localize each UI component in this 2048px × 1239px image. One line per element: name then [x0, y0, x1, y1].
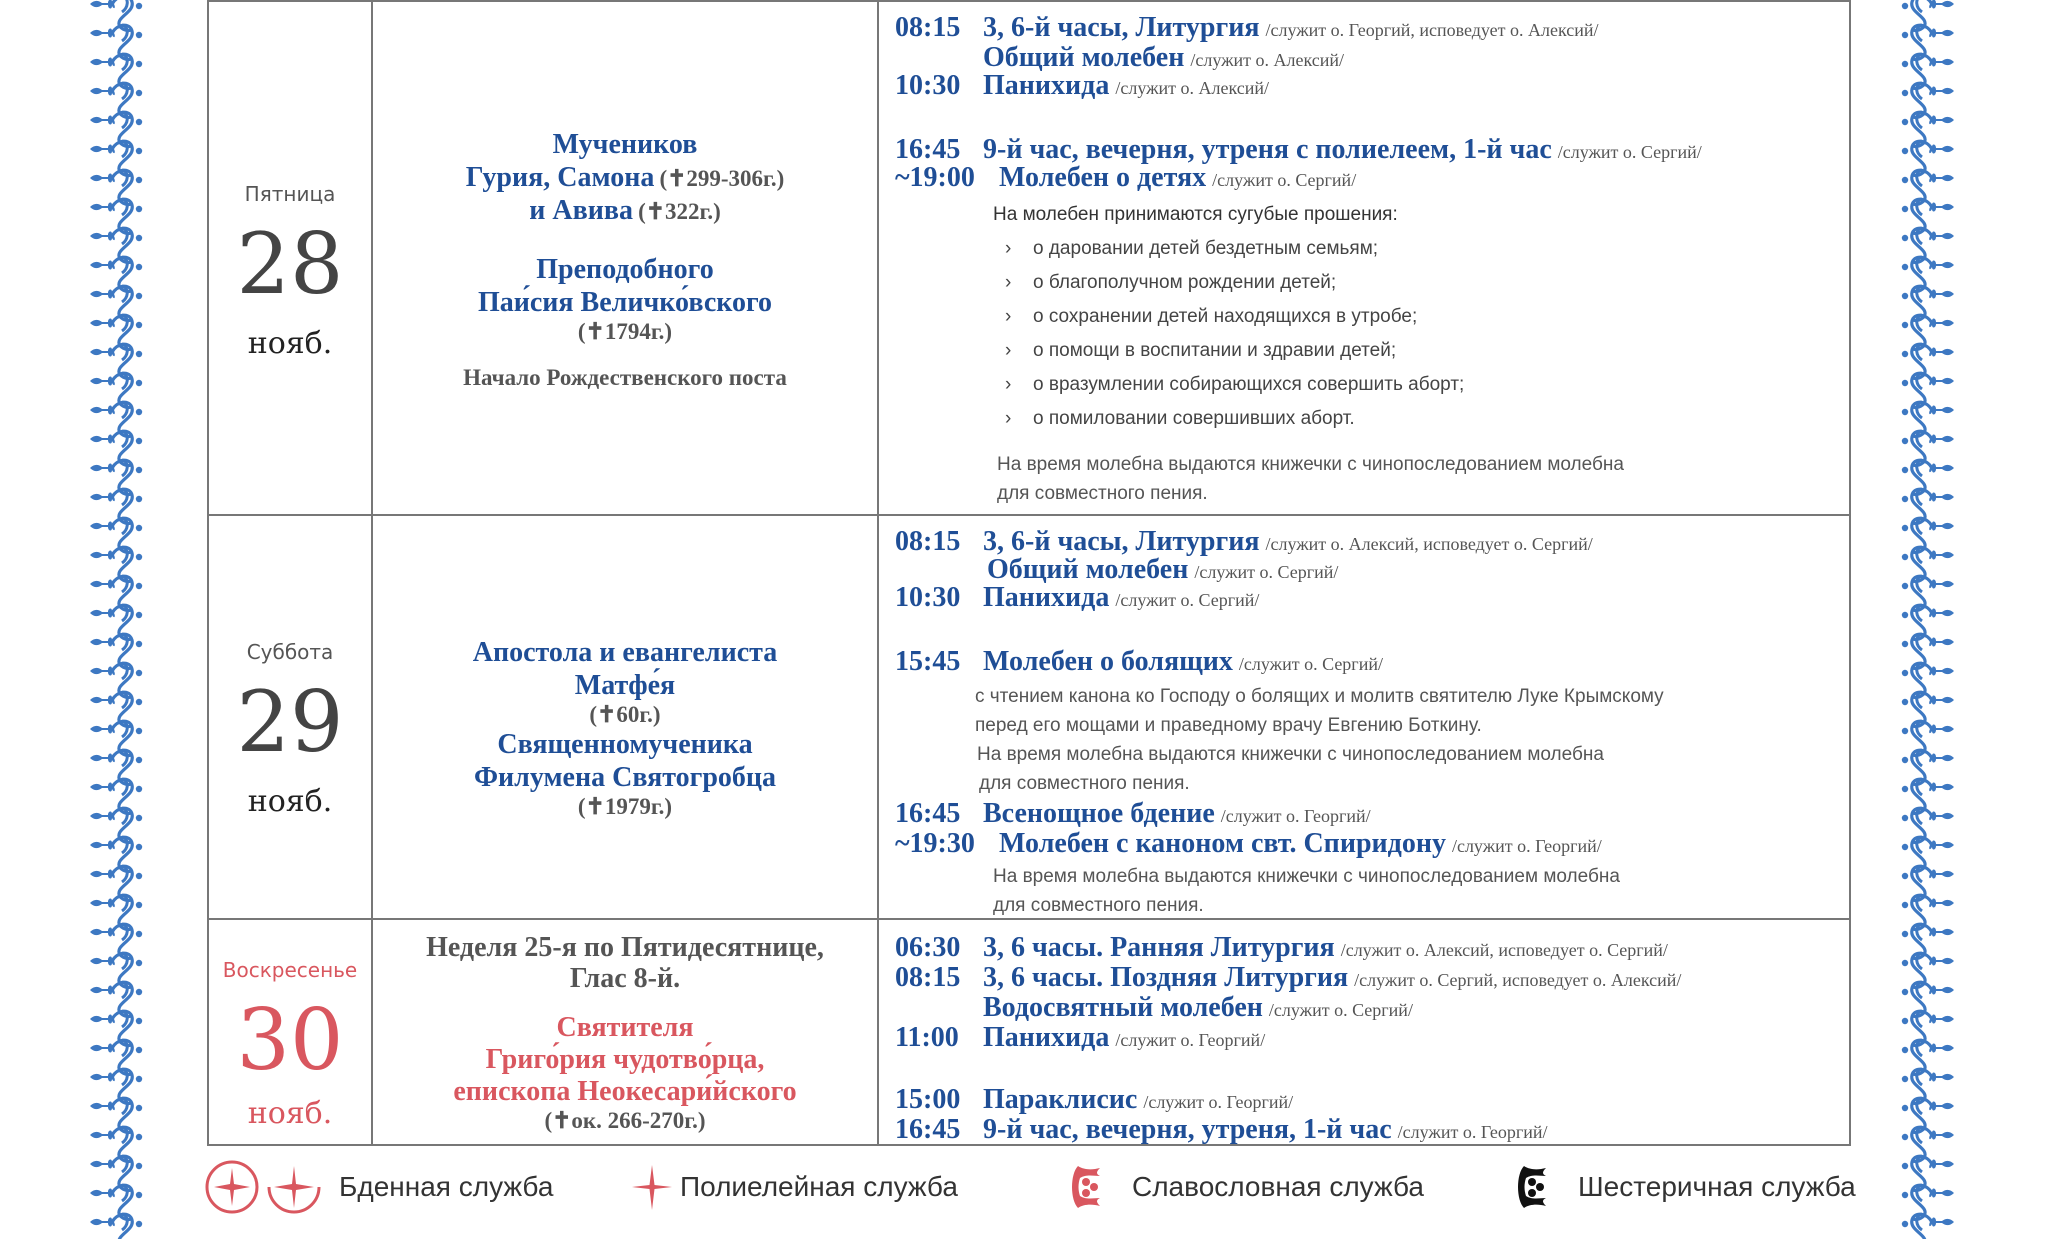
sunday-title: Неделя 25-я по Пятидесятнице, [426, 932, 824, 963]
saint-line: Матфе́я [574, 670, 676, 701]
service-time: ~19:30 [895, 828, 975, 859]
service-priest: /служит о. Георгий/ [1451, 836, 1602, 856]
legend-vigil [205, 1162, 553, 1212]
ornament-knot [90, 924, 142, 958]
ornament-knot [1902, 1156, 1954, 1190]
ornament-knot [1902, 779, 1954, 813]
ornament-knot [1902, 750, 1954, 784]
ornament-knot [1902, 315, 1954, 349]
saint-line: Гурия, Самона [465, 162, 655, 193]
ornament-knot [90, 373, 142, 407]
service-time: ~19:00 [895, 162, 975, 193]
service-name: 9-й час, вечерня, утреня, 1-й час [983, 1114, 1392, 1145]
ornament-knot [90, 808, 142, 842]
services-cell [879, 2, 1849, 514]
day-row-saturday [209, 514, 1849, 918]
service-priest: /служит о. Сергий/ [1238, 654, 1383, 674]
weekday: Воскресенье [222, 958, 358, 982]
petition-item: › о помощи в воспитании и здравии детей; [1005, 340, 1397, 361]
ornament-knot [1902, 547, 1954, 581]
ornament-knot [90, 83, 142, 117]
legend-label: Бденная служба [339, 1171, 554, 1202]
saint-year: (✝ок. 266-270г.) [544, 1108, 706, 1133]
saint-line: епископа Неокесари́йского [453, 1076, 797, 1107]
service-entry [895, 1084, 1293, 1116]
ornament-knot [90, 692, 142, 726]
saint-line: Священномученика [497, 729, 753, 760]
saint-line: Мучеников [552, 129, 698, 160]
booklet-note: На время молебна выдаются книжечки с чинопоследованием молебна [977, 744, 1604, 765]
ornament-knot [90, 837, 142, 871]
booklet-note: для совместного пения. [979, 773, 1190, 794]
services-cell [879, 516, 1849, 918]
petition-item: › о благополучном рождении детей; [1005, 272, 1337, 293]
service-entry [895, 828, 1602, 860]
ornament-knot [1902, 460, 1954, 494]
saints-cell [373, 920, 879, 1146]
ornament-knot [1902, 199, 1954, 233]
ornament-knot [90, 112, 142, 146]
day-number: 30 [236, 991, 344, 1089]
petition-item: › о даровании детей бездетным семьям; [1005, 238, 1379, 259]
ornament-knot [90, 25, 142, 59]
weekday: Пятница [244, 182, 336, 206]
ornament-knot [90, 0, 142, 30]
booklet-note: для совместного пения. [997, 483, 1208, 504]
service-entry [895, 962, 1681, 994]
ornament-knot [1902, 518, 1954, 552]
service-entry [895, 992, 1413, 1024]
legend-polyeleos [630, 1162, 958, 1212]
service-name: Молебен с каноном свт. Спиридону [999, 828, 1446, 859]
ornament-knot [1902, 141, 1954, 175]
ornament-knot [1902, 1069, 1954, 1103]
sick-prayer-note: перед его мощами и праведному врачу Евгению Боткину. [975, 715, 1482, 736]
ornament-knot [90, 1069, 142, 1103]
service-entry [895, 1022, 1265, 1054]
service-priest: /служит о. Алексий, исповедует о. Сергий/ [1265, 534, 1593, 554]
ornament-knot [1902, 286, 1954, 320]
ornament-knot [1902, 953, 1954, 987]
ornament-knot [1902, 982, 1954, 1016]
service-priest: /служит о. Алексий/ [1115, 78, 1270, 98]
ornament-knot [90, 750, 142, 784]
date-cell [209, 2, 373, 514]
ornament-knot [90, 721, 142, 755]
ornament-knot [90, 866, 142, 900]
ornament-knot [1902, 1098, 1954, 1132]
ornament-knot [90, 1185, 142, 1219]
ornament-knot [90, 953, 142, 987]
day-row-friday [209, 2, 1849, 514]
service-priest: /служит о. Сергий/ [1115, 590, 1260, 610]
ornament-knot [1902, 808, 1954, 842]
service-entry [895, 1114, 1548, 1146]
ornament-knot [90, 489, 142, 523]
date-cell [209, 516, 373, 918]
service-name: Общий молебен [983, 42, 1185, 73]
ornament-knot [90, 1156, 142, 1190]
ornament-knot [1902, 0, 1954, 30]
ornament-knot [90, 170, 142, 204]
weekday: Суббота [246, 640, 334, 664]
booklet-note: для совместного пения. [993, 895, 1204, 916]
ornament-knot [1902, 1127, 1954, 1161]
ornament-knot [1902, 257, 1954, 291]
service-time: 08:15 [895, 526, 961, 557]
service-name: Панихида [983, 1022, 1110, 1053]
service-priest: /служит о. Алексий, исповедует о. Сергий/ [1340, 940, 1668, 960]
saint-line: Филумена Святогробца [473, 762, 777, 793]
saint-year: (✝60г.) [589, 702, 661, 727]
petition-item: › о сохранении детей находящихся в утробе; [1005, 306, 1418, 327]
saints-cell [373, 2, 879, 514]
ornament-knot [90, 460, 142, 494]
ornament-knot [90, 1040, 142, 1074]
ornament-knot [1902, 924, 1954, 958]
service-name: 3, 6 часы. Ранняя Литургия [983, 932, 1335, 963]
ornament-knot [1902, 1214, 1954, 1239]
booklet-note: На время молебна выдаются книжечки с чинопоследованием молебна [993, 866, 1620, 887]
service-entry [895, 70, 1269, 102]
legend-six-stichera [1512, 1162, 1856, 1212]
service-name: 3, 6-й часы, Литургия [983, 526, 1260, 557]
saint-line: Апостола и евангелиста [472, 637, 778, 668]
petition-item: › о вразумлении собирающихся совершить аборт; [1005, 374, 1465, 395]
ornament-knot [90, 1098, 142, 1132]
ornament-knot [90, 199, 142, 233]
service-name: Всенощное бдение [983, 798, 1215, 829]
service-entry [895, 162, 1356, 194]
ornament-knot [1902, 663, 1954, 697]
fast-note: Начало Рождественского поста [463, 365, 787, 390]
date-cell [209, 920, 373, 1146]
service-priest: /служит о. Сергий/ [1194, 562, 1339, 582]
service-time: 10:30 [895, 70, 961, 101]
service-time: 15:45 [895, 646, 961, 677]
day-number: 28 [236, 215, 344, 313]
ornament-knot [1902, 866, 1954, 900]
ornament-knot [1902, 634, 1954, 668]
saint-line: Святителя [556, 1012, 694, 1043]
service-priest: /служит о. Георгий/ [1115, 1030, 1266, 1050]
service-time: 15:00 [895, 1084, 961, 1115]
ornament-knot [1902, 489, 1954, 523]
six-stichera-icon [1512, 1160, 1556, 1214]
service-priest: /служит о. Сергий, исповедует о. Алексий/ [1354, 970, 1682, 990]
ornament-knot [1902, 373, 1954, 407]
day-row-sunday [209, 918, 1849, 1146]
ornament-knot [1902, 721, 1954, 755]
service-entry [895, 12, 1599, 44]
service-priest: /служит о. Сергий/ [1212, 170, 1357, 190]
legend-label: Славословная служба [1132, 1171, 1425, 1202]
vigil-icon [205, 1160, 325, 1214]
ornament-knot [1902, 228, 1954, 262]
service-name: 3, 6 часы. Поздняя Литургия [983, 962, 1349, 993]
ornament-knot [1902, 576, 1954, 610]
service-entry [895, 798, 1371, 830]
ornament-knot [90, 547, 142, 581]
service-priest: /служит о. Георгий/ [1397, 1122, 1548, 1142]
ornament-knot [90, 141, 142, 175]
ornament-knot [90, 518, 142, 552]
service-time: 08:15 [895, 962, 961, 993]
service-time: 11:00 [895, 1022, 959, 1053]
service-priest: /служит о. Георгий, исповедует о. Алексий/ [1265, 20, 1599, 40]
ornament-knot [1902, 1185, 1954, 1219]
ornament-knot [90, 634, 142, 668]
ornament-knot [1902, 25, 1954, 59]
ornament-knot [90, 663, 142, 697]
ornament-knot [90, 895, 142, 929]
service-priest: /служит о. Георгий/ [1143, 1092, 1294, 1112]
service-name: Параклисис [983, 1084, 1138, 1115]
saint-year: (✝322г.) [638, 199, 721, 224]
saints-cell [373, 516, 879, 918]
month: нояб. [247, 1096, 333, 1131]
service-priest: /служит о. Сергий/ [1557, 142, 1702, 162]
ornament-knot [90, 286, 142, 320]
services-cell [879, 920, 1849, 1146]
ornament-knot [1902, 431, 1954, 465]
ornament-knot [90, 779, 142, 813]
service-time: 16:45 [895, 134, 961, 165]
ornament-knot [1902, 83, 1954, 117]
ornament-knot [90, 257, 142, 291]
service-name: Молебен о детях [999, 162, 1207, 193]
service-priest: /служит о. Сергий/ [1268, 1000, 1413, 1020]
service-time: 16:45 [895, 798, 961, 829]
service-priest: /служит о. Алексий/ [1190, 50, 1345, 70]
ornament-knot [90, 1011, 142, 1045]
petition-item: › о помиловании совершивших аборт. [1005, 408, 1355, 429]
ornament-knot [1902, 1040, 1954, 1074]
saint-line: Преподобного [536, 254, 714, 285]
service-priest: /служит о. Георгий/ [1220, 806, 1371, 826]
service-name: Панихида [983, 70, 1110, 101]
ornament-knot [1902, 54, 1954, 88]
day-number: 29 [236, 673, 344, 771]
ornament-knot [1902, 1011, 1954, 1045]
ornament-knot [1902, 692, 1954, 726]
ornament-knot [90, 315, 142, 349]
ornament-knot [90, 344, 142, 378]
service-name: 3, 6-й часы, Литургия [983, 12, 1260, 43]
month: нояб. [247, 784, 333, 819]
ornament-knot [90, 431, 142, 465]
tone: Глас 8-й. [569, 963, 681, 994]
saint-year: (✝1979г.) [577, 794, 673, 819]
saint-line: Григо́рия чудотво́рца, [485, 1044, 765, 1075]
sick-prayer-note: с чтением канона ко Господу о болящих и молитв святителю Луке Крымскому [975, 686, 1664, 707]
booklet-note: На время молебна выдаются книжечки с чинопоследованием молебна [997, 454, 1624, 475]
ornament-knot [1902, 605, 1954, 639]
ornament-knot [1902, 402, 1954, 436]
ornament-knot [1902, 112, 1954, 146]
ornament-knot [90, 576, 142, 610]
legend-label: Полиелейная служба [680, 1171, 958, 1202]
service-entry [895, 582, 1259, 614]
service-name: 9-й час, вечерня, утреня с полиелеем, 1-й час [983, 134, 1552, 165]
legend-doxology [1066, 1162, 1424, 1212]
ornament-knot [90, 228, 142, 262]
ornament-knot [90, 605, 142, 639]
service-time: 16:45 [895, 1114, 961, 1145]
saint-year: (✝1794г.) [577, 319, 673, 344]
doxology-icon [1066, 1160, 1110, 1214]
petitions-intro: На молебен принимаются сугубые прошения: [993, 204, 1398, 225]
saint-year: (✝299-306г.) [659, 166, 785, 191]
ornament-knot [90, 402, 142, 436]
saint-line: Паи́сия Величко́вского [477, 287, 773, 318]
ornament-knot [90, 54, 142, 88]
service-name: Молебен о болящих [983, 646, 1233, 677]
service-time: 08:15 [895, 12, 961, 43]
service-time: 10:30 [895, 582, 961, 613]
ornament-knot [1902, 344, 1954, 378]
ornament-border-left [88, 0, 144, 1239]
service-name: Водосвятный молебен [983, 992, 1263, 1023]
service-entry [895, 932, 1668, 964]
service-name: Общий молебен [987, 554, 1189, 585]
schedule-table [207, 0, 1851, 1146]
ornament-knot [1902, 837, 1954, 871]
service-time: 06:30 [895, 932, 961, 963]
legend-label: Шестеричная служба [1578, 1171, 1856, 1202]
saint-line: и Авива [529, 195, 633, 226]
service-entry [895, 646, 1383, 678]
ornament-knot [90, 982, 142, 1016]
ornament-knot [1902, 170, 1954, 204]
ornament-knot [90, 1214, 142, 1239]
polyeleos-icon [630, 1160, 674, 1214]
month: нояб. [247, 326, 333, 361]
service-name: Панихида [983, 582, 1110, 613]
ornament-knot [1902, 895, 1954, 929]
ornament-border-right [1900, 0, 1956, 1239]
ornament-knot [90, 1127, 142, 1161]
